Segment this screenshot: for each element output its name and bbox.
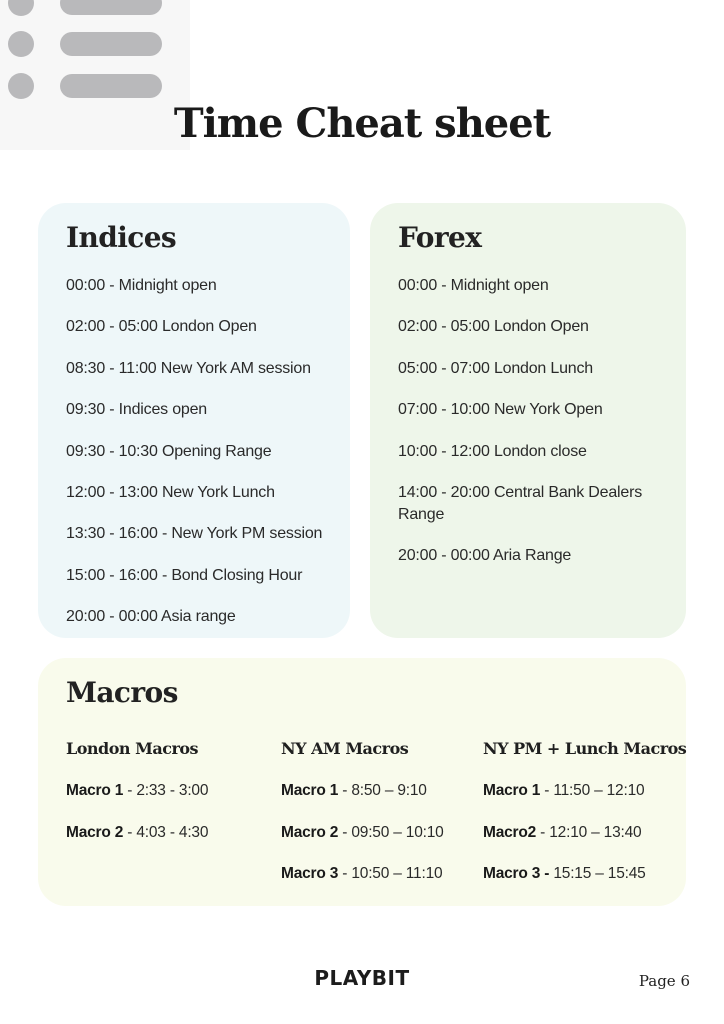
macro-row bbox=[281, 780, 444, 802]
macro-time: - 11:50 – 12:10 bbox=[540, 782, 645, 799]
menu-row bbox=[8, 31, 168, 57]
macro-time: - 12:10 – 13:40 bbox=[536, 823, 642, 841]
macro-row bbox=[281, 822, 444, 844]
macro-time: - 2:33 - 3:00 bbox=[123, 782, 209, 799]
list-item: 20:00 - 00:00 Asia range bbox=[66, 608, 236, 626]
menu-dot-icon bbox=[8, 73, 34, 99]
list-item: 05:00 - 07:00 London Lunch bbox=[398, 359, 593, 377]
page-title: Time Cheat sheet bbox=[173, 100, 551, 147]
list-item: 02:00 - 05:00 London Open bbox=[398, 318, 589, 336]
macros-card bbox=[38, 658, 686, 906]
list-item: 20:00 - 00:00 Aria Range bbox=[398, 547, 572, 565]
ny-pm-lunch-macros-column bbox=[483, 738, 686, 905]
list-item: 09:30 - Indices open bbox=[66, 401, 207, 419]
forex-card bbox=[370, 203, 686, 638]
indices-heading: Indices bbox=[66, 221, 177, 254]
menu-bar bbox=[60, 32, 162, 56]
macro-row bbox=[483, 822, 686, 844]
macro-label: Macro 3 bbox=[281, 865, 339, 882]
list-item: 09:30 - 10:30 Opening Range bbox=[66, 442, 272, 460]
macro-row bbox=[483, 863, 686, 885]
forex-heading: Forex bbox=[398, 221, 482, 254]
macro-label: Macro 1 bbox=[281, 782, 339, 799]
macro-label: Macro 1 bbox=[66, 782, 124, 799]
list-item: 08:30 - 11:00 New York AM session bbox=[66, 359, 311, 377]
list-item: 15:00 - 16:00 - Bond Closing Hour bbox=[66, 566, 303, 584]
indices-card bbox=[38, 203, 350, 638]
macro-row bbox=[281, 863, 444, 885]
ny-am-macros-column bbox=[281, 738, 444, 905]
list-item: 10:00 - 12:00 London close bbox=[398, 442, 587, 460]
macros-heading: Macros bbox=[66, 676, 178, 709]
menu-dot-icon bbox=[8, 31, 34, 57]
macro-label: Macro 2 bbox=[281, 823, 339, 841]
column-heading: NY PM + Lunch Macros bbox=[483, 739, 687, 758]
column-heading: NY AM Macros bbox=[281, 739, 409, 758]
macro-label: Macro2 bbox=[483, 823, 537, 841]
menu-dot-icon bbox=[8, 0, 34, 16]
macro-time: - 09:50 – 10:10 bbox=[338, 823, 444, 841]
menu-row bbox=[8, 0, 168, 16]
menu-bar bbox=[60, 74, 162, 98]
macro-time: - 4:03 - 4:30 bbox=[123, 823, 209, 841]
macro-label: Macro 3 - bbox=[483, 865, 550, 882]
london-macros-column bbox=[66, 738, 208, 863]
list-item: 07:00 - 10:00 New York Open bbox=[398, 401, 603, 419]
forex-list bbox=[398, 275, 668, 587]
list-item: 02:00 - 05:00 London Open bbox=[66, 318, 257, 336]
list-item: 12:00 - 13:00 New York Lunch bbox=[66, 483, 275, 501]
column-heading: London Macros bbox=[66, 739, 199, 758]
macro-label: Macro 1 bbox=[483, 782, 541, 799]
menu-bar bbox=[60, 0, 162, 15]
macro-time: - 8:50 – 9:10 bbox=[338, 782, 427, 799]
brand-logo: PLAYBIT bbox=[314, 966, 410, 990]
macro-row bbox=[483, 780, 686, 802]
list-item: 13:30 - 16:00 - New York PM session bbox=[66, 525, 323, 543]
macro-label: Macro 2 bbox=[66, 823, 124, 841]
list-item: 14:00 - 20:00 Central Bank Dealers Range bbox=[398, 483, 643, 523]
page-number: Page 6 bbox=[638, 972, 690, 990]
macro-row bbox=[66, 822, 208, 844]
macro-row bbox=[66, 780, 208, 802]
macro-time: - 10:50 – 11:10 bbox=[338, 865, 443, 882]
indices-list bbox=[66, 275, 332, 648]
macro-time: 15:15 – 15:45 bbox=[549, 865, 646, 882]
list-item: 00:00 - Midnight open bbox=[66, 277, 217, 294]
menu-row bbox=[8, 73, 168, 99]
list-item: 00:00 - Midnight open bbox=[398, 277, 549, 294]
